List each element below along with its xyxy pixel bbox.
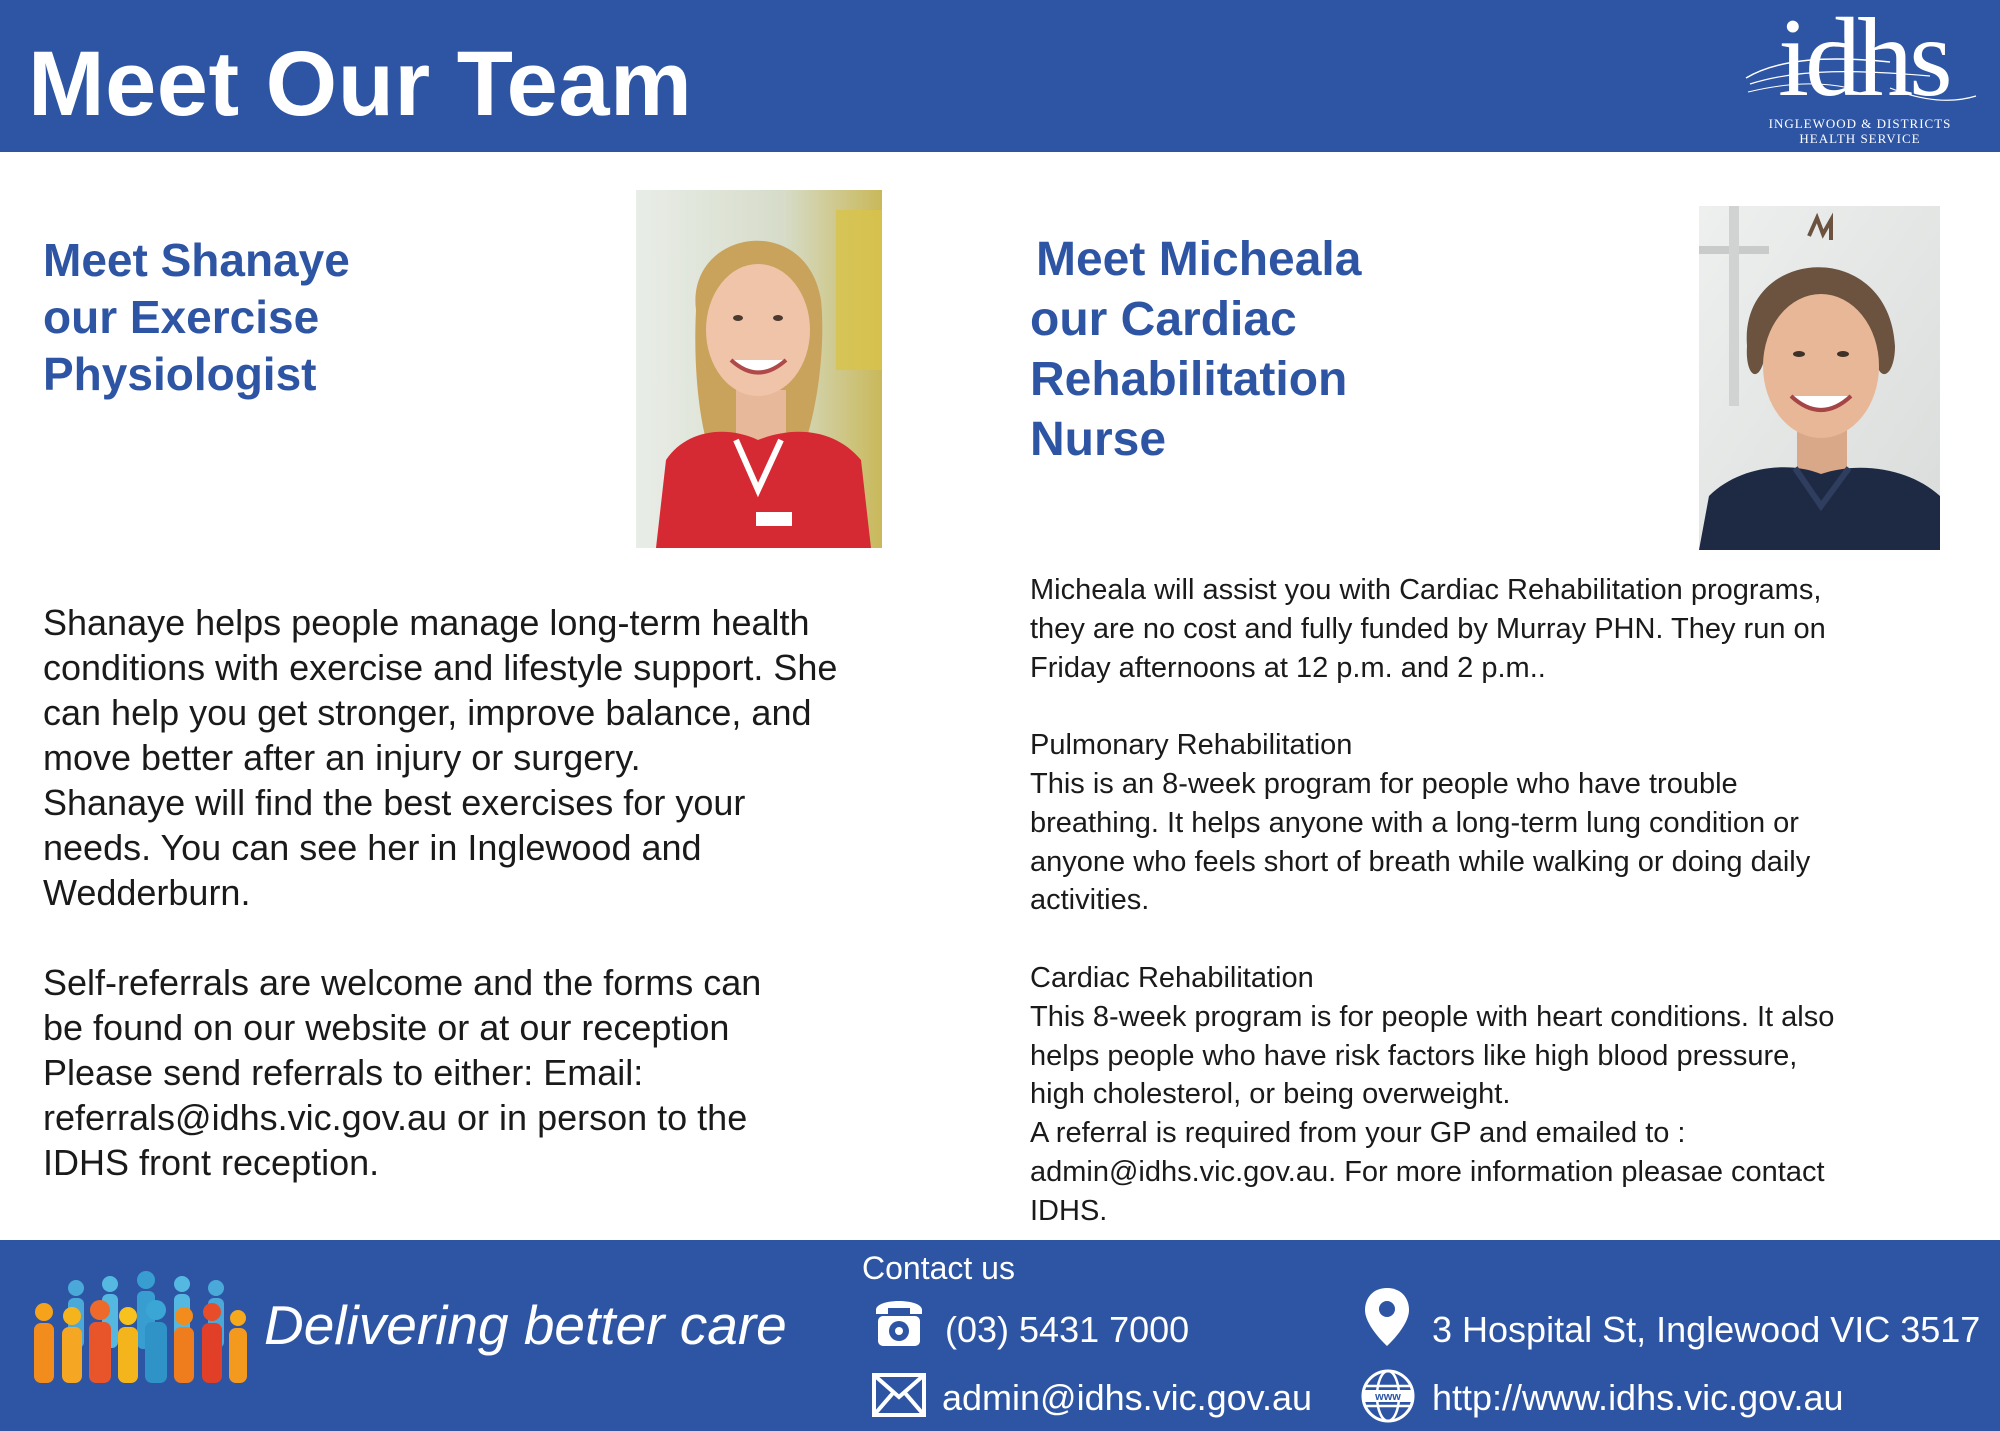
people-group-icon <box>28 1270 254 1385</box>
shanaye-description <box>43 600 903 1230</box>
cardiac-rehab-paragraph: Cardiac Rehabilitation This 8-week program is for people with heart conditions. It also helps people who have risk factors like high blood pressure, high cholesterol, or being overweight. A referral is required from your GP and emailed to : admin@idhs.vic.gov.au. For more information pleasae contact IDHS. <box>1030 961 1835 1227</box>
logo-subtitle: INGLEWOOD & DISTRICTS HEALTH SERVICE <box>1768 116 1952 146</box>
shanaye-heading: Meet Shanaye our Exercise Physiologist <box>43 234 350 400</box>
globe-www-icon <box>1360 1368 1416 1424</box>
header-banner <box>0 0 2000 152</box>
contact-title: Contact us <box>862 1250 1015 1286</box>
pulmonary-rehab-paragraph: Pulmonary Rehabilitation This is an 8-week program for people who have trouble breathing. It helps anyone with a long-term lung condition or anyone who feels short of breath while walking or doing daily activities. <box>1030 729 1811 917</box>
idhs-logo <box>1740 0 1980 148</box>
email-link[interactable]: admin@idhs.vic.gov.au <box>942 1377 1313 1418</box>
footer-banner <box>0 1240 2000 1431</box>
svg-text:www: www <box>1375 1391 1401 1403</box>
referrals-paragraph: Self-referrals are welcome and the forms can be found on our website or at our reception Please send referrals to either: Email: referrals@idhs.vic.gov.au or in person to the IDHS front reception. <box>43 962 762 1183</box>
location-pin-icon <box>1362 1286 1412 1348</box>
micheala-description <box>1030 571 1960 1231</box>
tagline: Delivering better care <box>264 1294 787 1356</box>
logo-wordmark: idhs <box>1778 0 1949 120</box>
phone-number[interactable]: (03) 5431 7000 <box>945 1309 1190 1350</box>
envelope-icon <box>872 1373 926 1417</box>
micheala-intro-paragraph: Micheala will assist you with Cardiac Rehabilitation programs, they are no cost and fully funded by Murray PHN. They run on Friday afternoons at 12 p.m. and 2 p.m.. <box>1030 574 1826 684</box>
shanaye-photo <box>636 190 882 548</box>
website-link[interactable]: http://www.idhs.vic.gov.au <box>1432 1377 1844 1418</box>
telephone-icon <box>872 1288 926 1348</box>
page-title: Meet Our Team <box>28 33 693 135</box>
shanaye-paragraph: Shanaye helps people manage long-term health conditions with exercise and lifestyle support. She can help you get stronger, improve balance, and move better after an injury or surgery. Shanaye will find the best exercises for your needs. You can see her in Inglewood and Wedderburn. <box>43 602 838 913</box>
micheala-photo <box>1699 206 1940 550</box>
address: 3 Hospital St, Inglewood VIC 3517 <box>1432 1309 1981 1350</box>
micheala-heading: Meet Micheala our Cardiac Rehabilitation Nurse <box>1030 233 1362 466</box>
